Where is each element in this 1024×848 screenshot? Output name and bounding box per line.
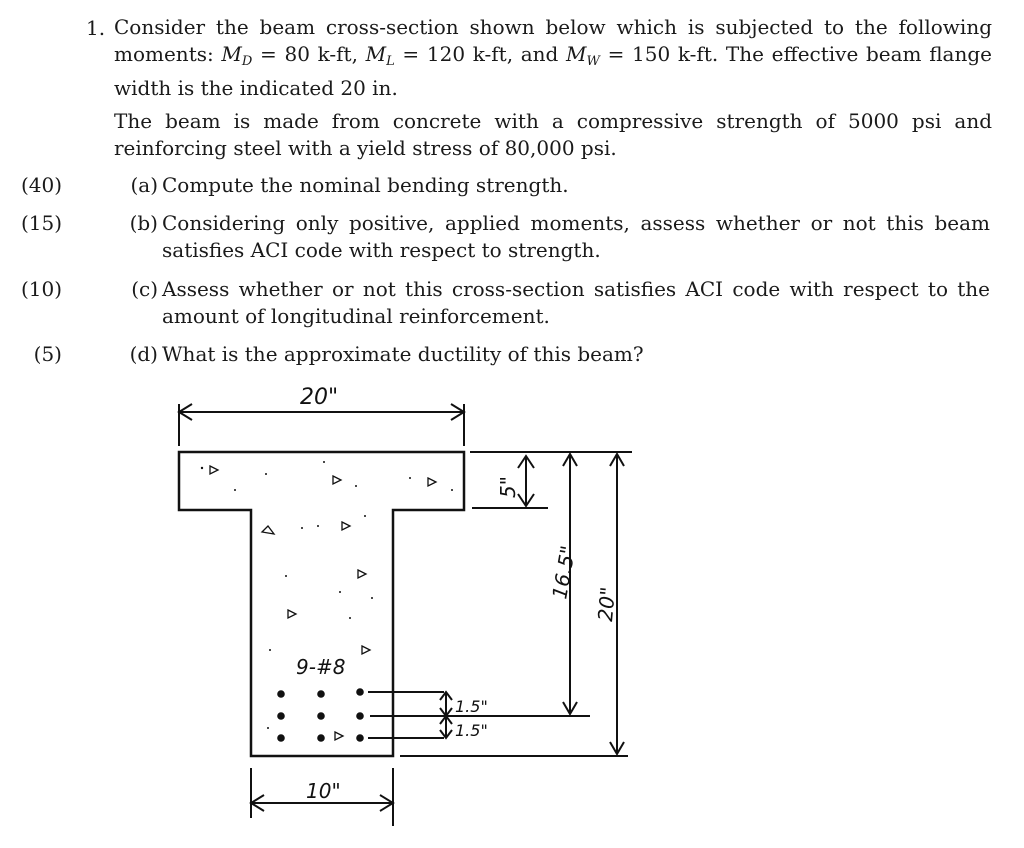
effective-depth-label: 16.5"	[547, 543, 581, 601]
aggregate-dot	[349, 617, 351, 619]
materials-statement: The beam is made from concrete with a compressive strength of 5000 psi and reinforcing steel with a yield stress of 80,000 psi.	[114, 109, 992, 160]
aggregate-dot	[269, 649, 271, 651]
aggregate-mark	[262, 526, 274, 534]
aggregate-mark	[362, 646, 370, 654]
part-d-text: What is the approximate ductility of this beam?	[162, 342, 644, 366]
dead-moment-symbol: M	[221, 42, 242, 66]
rebar-label: 9-#8	[296, 655, 346, 679]
aggregate-dot	[364, 515, 366, 517]
live-moment-subscript: L	[386, 54, 395, 69]
dead-moment-value: = 80 k-ft,	[252, 42, 366, 66]
wind-moment-subscript: W	[586, 54, 600, 69]
aggregate-dots	[201, 461, 453, 729]
spacing-label-2: 1.5"	[455, 721, 488, 740]
wind-moment-symbol: M	[566, 42, 587, 66]
spacing-label-1: 1.5"	[455, 697, 488, 716]
aggregate-mark	[333, 476, 341, 484]
part-b-points: (15)	[20, 211, 62, 235]
rebar	[277, 690, 285, 698]
rebar	[356, 734, 364, 742]
rebar	[317, 690, 325, 698]
wind-moment-value: = 150 k-ft. The effective beam flange width is the indicated 20 in.	[114, 42, 992, 100]
aggregate-dot	[301, 527, 303, 529]
rebar	[317, 734, 325, 742]
dead-moment-subscript: D	[241, 54, 253, 69]
aggregate-dot	[323, 461, 325, 463]
web-width-label: 10"	[306, 779, 341, 803]
aggregate-dot	[409, 477, 411, 479]
rebar	[277, 734, 285, 742]
aggregate-dot	[201, 467, 203, 469]
part-b-text: Considering only positive, applied moments, assess whether or not this beam satisfies ACI code with respect to strength.	[162, 211, 990, 262]
aggregate-dot	[371, 597, 373, 599]
flange-depth-label: 5"	[496, 476, 520, 498]
part-d-label: (d)	[129, 342, 158, 366]
part-b-label: (b)	[129, 211, 158, 235]
part-a-text: Compute the nominal bending strength.	[162, 173, 569, 197]
flange-width-label: 20"	[300, 385, 339, 410]
aggregate-dot	[451, 489, 453, 491]
aggregate-mark	[358, 570, 366, 578]
aggregate-dot	[265, 473, 267, 475]
aggregate-mark	[335, 732, 343, 740]
part-c-text: Assess whether or not this cross-section satisfies ACI code with respect to the amount of longitudinal reinforcement.	[162, 277, 990, 328]
rebar	[317, 712, 325, 720]
intro-text: Consider the beam cross-section shown below which is subjected to the following moments:	[114, 15, 992, 66]
rebar	[356, 712, 364, 720]
part-a-points: (40)	[20, 173, 62, 197]
question-number: 1.	[86, 16, 106, 40]
part-c-points: (10)	[20, 277, 62, 301]
rebar-group	[277, 688, 364, 742]
live-moment-symbol: M	[365, 42, 387, 66]
rebar	[356, 688, 364, 696]
live-moment-value: = 120 k-ft, and	[394, 42, 567, 66]
part-c-label: (c)	[131, 277, 158, 301]
aggregate-mark	[210, 466, 218, 474]
t-beam-outline	[179, 452, 464, 756]
aggregate-dot	[355, 485, 357, 487]
aggregate-dot	[285, 575, 287, 577]
aggregate-dot	[234, 489, 236, 491]
aggregate-mark	[428, 478, 436, 486]
aggregate-mark	[342, 522, 350, 530]
aggregate-dot	[267, 727, 269, 729]
aggregate-mark	[288, 610, 296, 618]
aggregate-dot	[339, 591, 341, 593]
aggregate-marks	[210, 466, 436, 740]
aggregate-dot	[317, 525, 319, 527]
total-depth-label: 20"	[593, 585, 621, 623]
part-a-label: (a)	[130, 173, 158, 197]
part-d-points: (5)	[33, 342, 62, 366]
rebar	[277, 712, 285, 720]
